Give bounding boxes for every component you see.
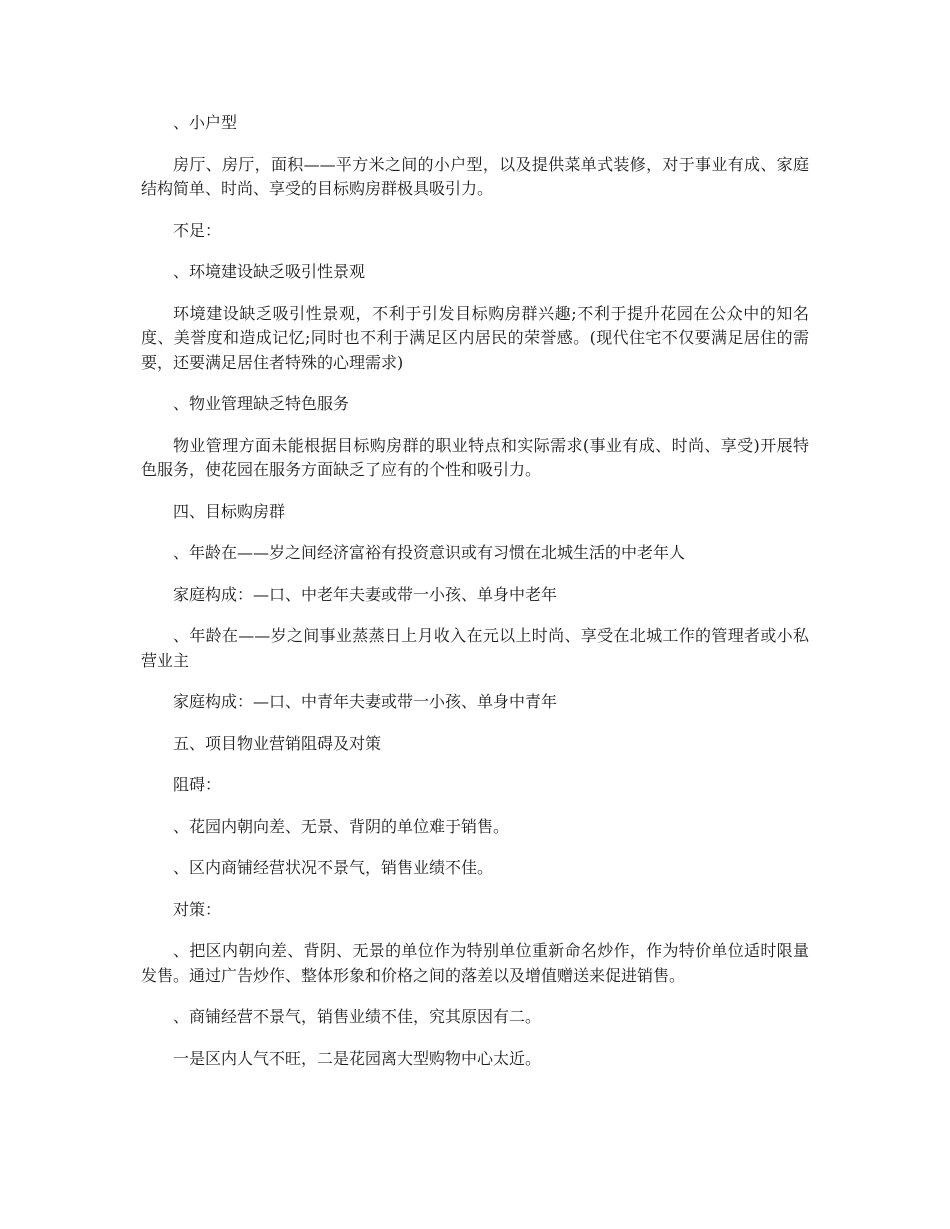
heading-strategies: 对策： (173, 899, 222, 919)
paragraph-small-unit-desc: 房厅、房厅，面积——平方米之间的小户型，以及提供菜单式装修，对于事业有成、家庭结构简单、时尚、享受的目标购房群极具吸引力。 (141, 154, 809, 198)
list-item-obstacle-1: 、花园内朝向差、无景、背阴的单位难于销售。 (173, 816, 510, 836)
list-item-obstacle-2: 、区内商铺经营状况不景气，销售业绩不佳。 (173, 858, 494, 877)
heading-obstacles: 阻碍： (173, 775, 222, 794)
paragraph-environment-desc: 环境建设缺乏吸引性景观，不利于引发目标购房群兴趣;不利于提升花园在公众中的知名度、美誉度和造成记忆;同时也不利于满足区内居民的荣誉感。(现代住宅不仅要满足居住的需要，还要满足居住者特殊的心理需求) (141, 303, 809, 372)
paragraph-reasons: 一是区内人气不旺，二是花园离大型购物中心太近。 (173, 1048, 542, 1068)
list-item-age-group-2: 、年龄在——岁之间事业蒸蒸日上月收入在元以上时尚、享受在北城工作的管理者或小私营业主 (141, 626, 809, 670)
document-body (141, 111, 809, 1088)
heading-obstacles-strategies: 五、项目物业营销阻碍及对策 (173, 733, 382, 753)
heading-environment: 、环境建设缺乏吸引性景观 (173, 262, 366, 281)
list-item-age-group-1: 、年龄在——岁之间经济富裕有投资意识或有习惯在北城生活的中老年人 (173, 543, 686, 562)
list-item-family-1: 家庭构成：—口、中老年夫妻或带一小孩、单身中老年 (173, 584, 558, 604)
heading-target-buyers: 四、目标购房群 (173, 501, 286, 521)
list-item-family-2: 家庭构成：—口、中青年夫妻或带一小孩、单身中青年 (173, 692, 558, 711)
paragraph-property-management-desc: 物业管理方面未能根据目标购房群的职业特点和实际需求(事业有成、时尚、享受)开展特色服务，使花园在服务方面缺乏了应有的个性和吸引力。 (141, 435, 809, 479)
heading-shortcomings: 不足： (173, 220, 222, 240)
heading-small-unit: 、小户型 (173, 113, 238, 132)
list-item-strategy-2: 、商铺经营不景气，销售业绩不佳，究其原因有二。 (173, 1007, 542, 1026)
heading-property-management: 、物业管理缺乏特色服务 (173, 394, 350, 413)
list-item-strategy-1: 、把区内朝向差、背阴、无景的单位作为特别单位重新命名炒作，作为特价单位适时限量发售。通过广告炒作、整体形象和价格之间的落差以及增值赠送来促进销售。 (141, 941, 809, 985)
